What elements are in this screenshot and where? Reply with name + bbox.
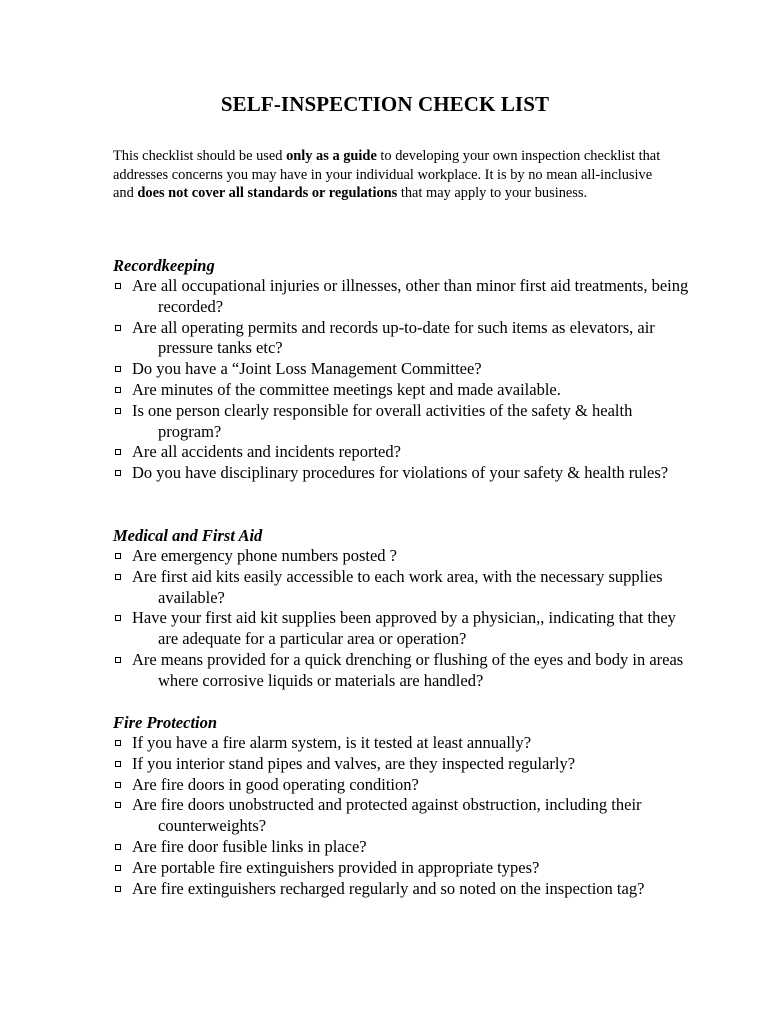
checkbox-icon[interactable] — [115, 387, 121, 393]
section-medical-first-aid — [113, 525, 693, 692]
checklist-item — [113, 463, 693, 484]
checkbox-icon[interactable] — [115, 865, 121, 871]
section-recordkeeping — [113, 255, 693, 484]
item-text: Are minutes of the committee meetings kept and made available. — [132, 379, 561, 399]
checklist-item — [113, 837, 693, 858]
checklist-item — [113, 775, 693, 796]
checklist — [113, 733, 693, 899]
item-text: Are fire extinguishers recharged regularly and so noted on the inspection tag? — [132, 878, 645, 898]
intro-bold-2: does not cover all standards or regulations — [137, 185, 398, 201]
intro-bold-1: only as a guide — [286, 148, 377, 164]
item-text: Are first aid kits easily accessible to each work area, with the necessary supplies available? — [132, 566, 663, 607]
checklist-item — [113, 546, 693, 567]
item-text: Are all occupational injuries or illnesses, other than minor first aid treatments, being recorded? — [132, 276, 689, 316]
checkbox-icon[interactable] — [115, 615, 121, 621]
checkbox-icon[interactable] — [115, 782, 121, 788]
checklist-item — [113, 318, 693, 360]
checkbox-icon[interactable] — [115, 802, 121, 808]
checklist — [113, 546, 693, 692]
checklist-item — [113, 733, 693, 754]
checkbox-icon[interactable] — [115, 470, 121, 476]
item-text: If you interior stand pipes and valves, are they inspected regularly? — [132, 753, 576, 773]
intro-paragraph — [113, 147, 673, 203]
item-text: Are fire doors unobstructed and protected against obstruction, including their counterweights? — [132, 795, 642, 836]
checklist-item — [113, 795, 693, 837]
checkbox-icon[interactable] — [115, 844, 121, 850]
checkbox-icon[interactable] — [115, 553, 121, 559]
section-title: Recordkeeping — [113, 256, 215, 275]
checkbox-icon[interactable] — [115, 740, 121, 746]
item-text: Are all accidents and incidents reported? — [132, 442, 401, 462]
item-text: Is one person clearly responsible for overall activities of the safety & health program? — [132, 400, 633, 441]
intro-text-2: to developing your own inspection checklist that addresses concerns you may have in your individual workplace. It is by no mean all-inclusive and — [113, 148, 661, 201]
checklist-item — [113, 442, 693, 463]
checklist-item — [113, 401, 693, 443]
checklist-item — [113, 380, 693, 401]
checklist-item — [113, 858, 693, 879]
checklist-item — [113, 879, 693, 900]
intro-text-1: This checklist should be used — [113, 148, 287, 164]
intro-text-3: that may apply to your business. — [397, 185, 588, 201]
item-text: Are fire door fusible links in place? — [132, 836, 367, 856]
checkbox-icon[interactable] — [115, 283, 121, 289]
checkbox-icon[interactable] — [115, 449, 121, 455]
checklist-item — [113, 276, 693, 318]
checkbox-icon[interactable] — [115, 886, 121, 892]
checklist-item — [113, 567, 693, 609]
item-text: Are fire doors in good operating condition? — [132, 774, 419, 794]
item-text: Do you have disciplinary procedures for violations of your safety & health rules? — [132, 463, 669, 483]
page-title: SELF-INSPECTION CHECK LIST — [220, 92, 550, 116]
item-text: Do you have a “Joint Loss Management Committee? — [132, 359, 482, 379]
checklist-item — [113, 650, 693, 692]
checkbox-icon[interactable] — [115, 657, 121, 663]
item-text: Are all operating permits and records up-to-date for such items as elevators, air pressure tanks etc? — [132, 317, 655, 358]
item-text: Are means provided for a quick drenching or flushing of the eyes and body in areas where corrosive liquids or materials are handled? — [132, 649, 684, 690]
checkbox-icon[interactable] — [115, 574, 121, 580]
item-text: Have your first aid kit supplies been approved by a physician,, indicating that they are adequate for a particular area or operation? — [132, 608, 676, 649]
checklist-item — [113, 608, 693, 650]
checklist-item — [113, 754, 693, 775]
section-fire-protection — [113, 712, 693, 899]
section-title: Medical and First Aid — [113, 526, 263, 545]
item-text: Are portable fire extinguishers provided in appropriate types? — [132, 857, 540, 877]
item-text: If you have a fire alarm system, is it tested at least annually? — [132, 733, 532, 752]
section-title: Fire Protection — [113, 713, 218, 732]
checklist — [113, 276, 693, 484]
checkbox-icon[interactable] — [115, 761, 121, 767]
checkbox-icon[interactable] — [115, 325, 121, 331]
item-text: Are emergency phone numbers posted ? — [132, 546, 397, 565]
checkbox-icon[interactable] — [115, 366, 121, 372]
checklist-item — [113, 359, 693, 380]
checkbox-icon[interactable] — [115, 408, 121, 414]
